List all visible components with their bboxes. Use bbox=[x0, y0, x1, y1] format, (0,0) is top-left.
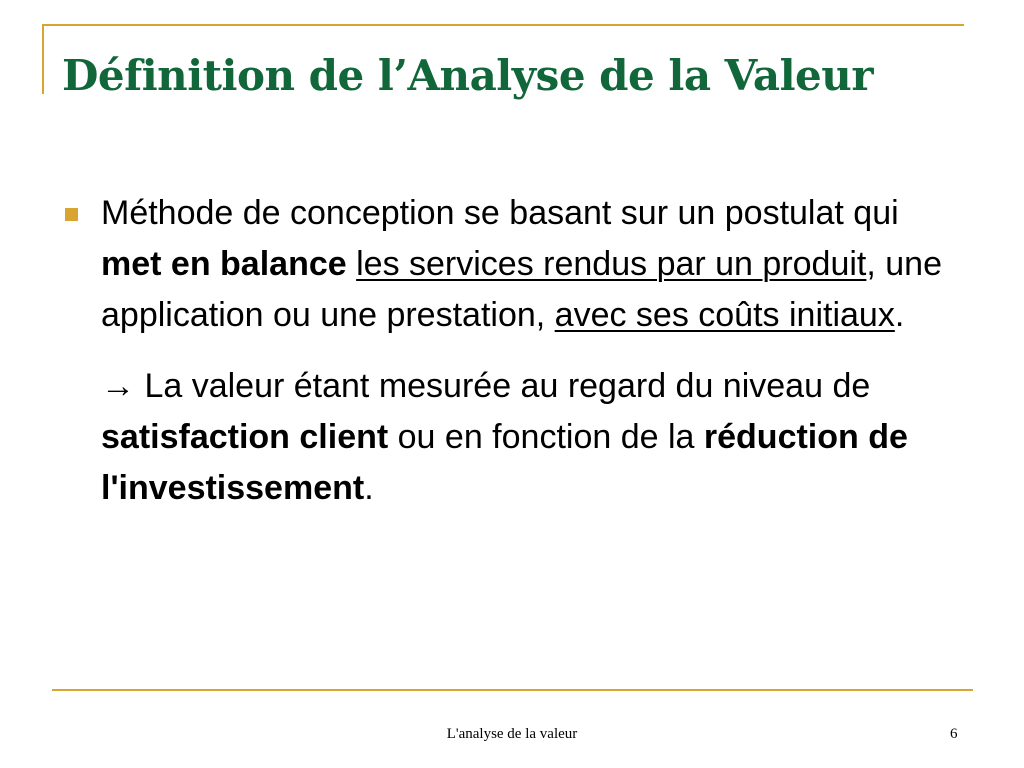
bullet-item bbox=[62, 188, 962, 341]
bullet-text-underlined-segment: avec ses coûts initiaux bbox=[554, 296, 895, 334]
square-bullet-icon bbox=[65, 208, 78, 221]
paragraph-bold-segment: réduction de l'investissement bbox=[101, 418, 908, 507]
bullet-text-underlined-segment: les services rendus par un produit bbox=[356, 245, 867, 283]
frame-top-line bbox=[42, 24, 964, 26]
paragraph-segment: ou en fonction de la bbox=[388, 418, 704, 456]
page-number: 6 bbox=[950, 726, 958, 742]
bullet-text-segment: . bbox=[894, 296, 905, 334]
bullet-text-segment bbox=[347, 245, 356, 283]
arrow-icon: → bbox=[101, 367, 135, 405]
paragraph-segment: . bbox=[364, 469, 374, 507]
arrow-paragraph bbox=[62, 361, 962, 514]
slide-title: Définition de l’Analyse de la Valeur bbox=[62, 51, 873, 100]
bullet-text-segment: , une application ou une prestation, bbox=[101, 245, 942, 334]
footer-divider bbox=[52, 689, 973, 691]
paragraph-segment: La valeur étant mesurée au regard du niveau de bbox=[135, 367, 871, 405]
slide-body bbox=[62, 188, 962, 514]
bullet-text-bold-segment: met en balance bbox=[101, 245, 347, 283]
frame-left-line bbox=[42, 24, 44, 94]
bullet-text-segment: Méthode de conception se basant sur un postulat qui bbox=[101, 194, 899, 232]
footer-title: L'analyse de la valeur bbox=[446, 726, 578, 742]
paragraph-bold-segment: satisfaction client bbox=[101, 418, 389, 456]
bullet-text bbox=[101, 188, 962, 341]
